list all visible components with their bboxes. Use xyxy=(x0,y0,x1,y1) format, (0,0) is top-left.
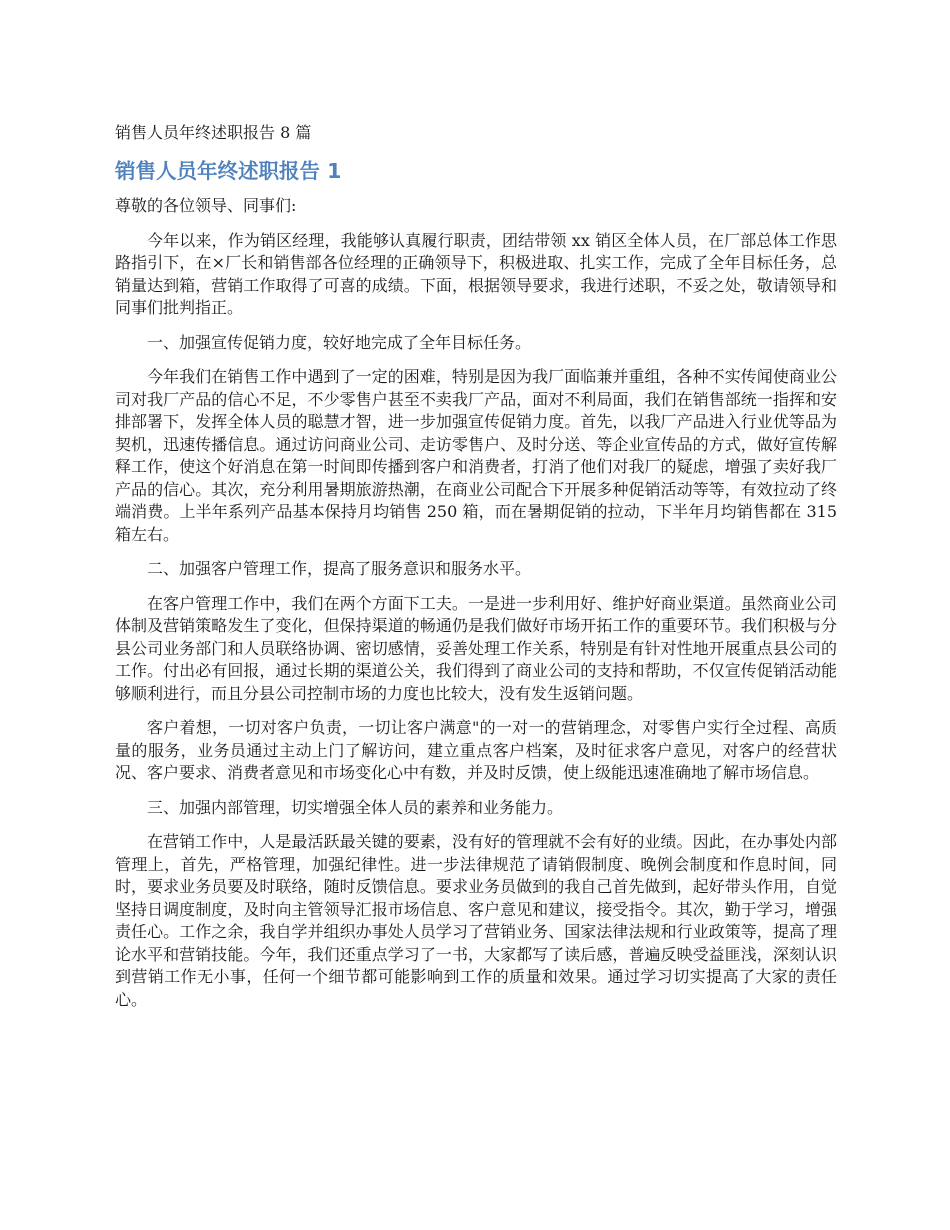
paragraph-intro: 今年以来，作为销区经理，我能够认真履行职责，团结带领 xx 销区全体人员，在厂部总体工作思路指引下，在×厂长和销售部各位经理的正确领导下，积极进取、扎实工作，完成了全年目标任务，总销量达到箱，营销工作取得了可喜的成绩。下面，根据领导要求，我进行述职，不妥之处，敬请领导和同事们批判指正。 xyxy=(115,230,837,317)
subheading-customer-management: 二、加强客户管理工作，提高了服务意识和服务水平。 xyxy=(147,559,532,578)
paragraph-promotion: 今年我们在销售工作中遇到了一定的困难，特别是因为我厂面临兼并重组，各种不实传闻使商业公司对我厂产品的信心不足，不少零售户甚至不卖我厂产品，面对不利局面，我们在销售部统一指挥和安排部署下，发挥全体人员的聪慧才智，进一步加强宣传促销力度。首先，以我厂产品进入行业优等品为契机，迅速传播信息。通过访问商业公司、走访零售户、及时分送、等企业宣传品的方式，做好宣传解释工作，使这个好消息在第一时间即传播到客户和消费者，打消了他们对我厂的疑虑，增强了卖好我厂产品的信心。其次，充分利用暑期旅游热潮，在商业公司配合下开展多种促销活动等等，有效拉动了终端消费。上半年系列产品基本保持月均销售 250 箱，而在暑期促销的拉动，下半年月均销售都在 315 箱左右。 xyxy=(115,367,837,544)
subheading-promotion: 一、加强宣传促销力度，较好地完成了全年目标任务。 xyxy=(147,332,532,352)
paragraph-customer-service: 客户着想，一切对客户负责，一切让客户满意"的一对一的营销理念，对零售户实行全过程、高质量的服务，业务员通过主动上门了解访问，建立重点客户档案，及时征求客户意见，对客户的经营状况、客户要求、消费者意见和市场变化心中有数，并及时反馈，使上级能迅速准确地了解市场信息。 xyxy=(115,718,837,782)
section-heading: 销售人员年终述职报告 1 xyxy=(115,159,342,183)
document-page xyxy=(115,122,837,1023)
document-title: 销售人员年终述职报告 8 篇 xyxy=(115,123,312,142)
paragraph-channels: 在客户管理工作中，我们在两个方面下工夫。一是进一步利用好、维护好商业渠道。虽然商业公司体制及营销策略发生了变化，但保持渠道的畅通仍是我们做好市场开拓工作的重要环节。我们积极与分县公司业务部门和人员联络协调、密切感情，妥善处理工作关系，特别是有针对性地开展重点县公司的工作。付出必有回报，通过长期的渠道公关，我们得到了商业公司的支持和帮助，不仅宣传促销活动能够顺利进行，而且分县公司控制市场的力度也比较大，没有发生返销问题。 xyxy=(115,593,837,703)
paragraph-internal-management: 在营销工作中，人是最活跃最关键的要素，没有好的管理就不会有好的业绩。因此，在办事处内部管理上，首先，严格管理，加强纪律性。进一步法律规范了请销假制度、晚例会制度和作息时间，同时，要求业务员要及时联络，随时反馈信息。要求业务员做到的我自己首先做到，起好带头作用，自觉坚持日调度制度，及时向主管领导汇报市场信息、客户意见和建议，接受指令。其次，勤于学习，增强责任心。工作之余，我自学并组织办事处人员学习了营销业务、国家法律法规和行业政策等，提高了理论水平和营销技能。今年，我们还重点学习了一书，大家都写了读后感，普遍反映受益匪浅，深刻认识到营销工作无小事，任何一个细节都可能影响到工作的质量和效果。通过学习切实提高了大家的责任心。 xyxy=(115,832,837,1009)
greeting-line: 尊敬的各位领导、同事们: xyxy=(115,196,297,215)
subheading-internal-management: 三、加强内部管理，切实增强全体人员的素养和业务能力。 xyxy=(147,797,564,817)
